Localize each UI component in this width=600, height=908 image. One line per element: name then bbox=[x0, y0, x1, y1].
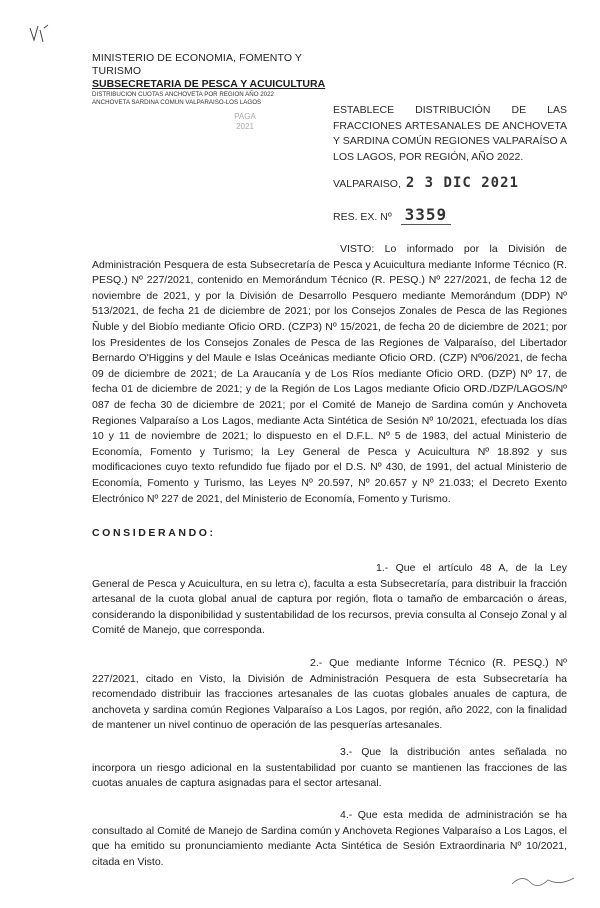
considerando-paragraph-3 bbox=[92, 745, 567, 792]
considerando-paragraph-4 bbox=[92, 808, 567, 870]
faded-stamp bbox=[210, 112, 280, 156]
resolution-number-value: 3359 bbox=[401, 205, 452, 225]
stamp-line-2: 2021 bbox=[236, 122, 254, 131]
file-reference-line-2: ANCHOVETA SARDINA COMUN VALPARAISO-LOS LAGOS bbox=[92, 99, 262, 106]
subsecretaria-name: SUBSECRETARIA DE PESCA Y ACUICULTURA bbox=[92, 78, 326, 90]
place-label: VALPARAISO, bbox=[333, 178, 401, 190]
considerando-heading: CONSIDERANDO: bbox=[92, 527, 216, 539]
resolution-number bbox=[333, 205, 451, 224]
ministry-name: MINISTERIO DE ECONOMIA, FOMENTO Y TURISMO bbox=[92, 52, 302, 77]
file-reference-line-1: DISTRIBUCION CUOTAS ANCHOVETA POR REGION AÑO 2022 bbox=[92, 91, 274, 98]
signature-mark bbox=[508, 872, 578, 890]
visto-text: VISTO: Lo informado por la División de Administración Pesquera de esta Subsecretaría de Pesca y Acuicultura mediante Informe Técnico (R. PESQ.) Nº 227/2021, contenido en Memorándum Técnico (R. PESQ.) Nº 227/2021, de fecha 12 de noviembre de 2021, y por la División de Desarrollo Pesquero mediante Memorándum (DDP) Nº 513/2021, de fecha 21 de diciembre de 2021; por los Consejos Zonales de Pesca de las Regiones Ñuble y del Biobío mediante Oficio ORD. (CZP3) Nº 15/2021, de fecha 20 de diciembre de 2021; por los Presidentes de los Consejos Zonales de Pesca de las Regiones de Valparaíso, del Libertador Bernardo O'Higgins y del Maule e Islas Oceánicas mediante Oficio ORD. (CZP) Nº06/2021, de fecha 09 de diciembre de 2021; de La Araucanía y de Los Ríos mediante Oficio ORD. (DZP) Nº 17, de fecha 01 de diciembre de 2021; y de la Región de Los Lagos mediante Oficio ORD./DZP/LAGOS/Nº 087 de fecha 30 de diciembre de 2021; por el Comité de Manejo de Sardina común y Anchoveta Regiones Valparaíso a Los Lagos, mediante Acta Sintética de Sesión Nº 10/2021, efectuada los días 10 y 11 de noviembre de 2021; lo dispuesto en el D.F.L. Nº 5 de 1983, del actual Ministerio de Economía, Fomento y Turismo; la Ley General de Pesca y Acuicultura Nº 18.892 y sus modificaciones cuyo texto refundido fue fijado por el D.S. Nº 430, de 1991, del actual Ministerio de Economía, Fomento y Turismo, las Leyes Nº 20.597, Nº 20.657 y Nº 21.033; el Decreto Exento Electrónico Nº 227 de 2021, del Ministerio de Economía, Fomento y Turismo. bbox=[92, 243, 567, 505]
considerando-paragraph-2 bbox=[92, 656, 567, 734]
stamp-line-1: PAGA bbox=[234, 112, 256, 121]
stamped-date: 2 3 DIC 2021 bbox=[405, 175, 519, 191]
paragraph-1-text: 1.- Que el artículo 48 A, de la Ley General de Pesca y Acuicultura, en su letra c), faculta a esta Subsecretaría, para distribuir la fracción artesanal de la cuota global anual de captura por región, flota o tamaño de embarcación o áreas, considerando la disponibilidad y sustentabilidad de los recursos, previa consulta al Consejo Zonal y al Comité de Manejo, que corresponda. bbox=[92, 562, 567, 637]
considerando-paragraph-1 bbox=[92, 561, 567, 639]
visto-paragraph bbox=[92, 242, 567, 507]
resolution-label: RES. EX. Nº bbox=[333, 211, 392, 223]
letterhead bbox=[92, 52, 332, 107]
paragraph-2-text: 2.- Que mediante Informe Técnico (R. PESQ.) Nº 227/2021, citado en Visto, la División de Administración Pesquera de esta Subsecretaría ha recomendado distribuir las fracciones artesanales de las cuotas globales anuales de captura, de anchoveta y sardina común Regiones Valparaíso a Los Lagos, por región, año 2022, con la finalidad de mantener un nivel continuo de operación de las pesquerías artesanales. bbox=[92, 657, 567, 732]
handwritten-mark bbox=[28, 22, 50, 46]
paragraph-3-text: 3.- Que la distribución antes señalada no incorpora un riesgo adicional en la sustentabilidad por cuanto se mantienen las fracciones de las cuotas anuales de captura asignadas para el sector artesanal. bbox=[92, 746, 567, 790]
paragraph-4-text: 4.- Que esta medida de administración se ha consultado al Comité de Manejo de Sardina común y Anchoveta Regiones Valparaíso a Los Lagos, el que ha emitido su pronunciamiento mediante Acta Sintética de Sesión Extraordinaria Nº 10/2021, citada en Visto. bbox=[92, 809, 567, 868]
resolution-title: ESTABLECE DISTRIBUCIÓN DE LAS FRACCIONES ARTESANALES DE ANCHOVETA Y SARDINA COMÚN REGIONES VALPARAÍSO A LOS LAGOS, POR REGIÓN, AÑO 2022. bbox=[333, 104, 567, 163]
place-and-date bbox=[333, 175, 519, 191]
